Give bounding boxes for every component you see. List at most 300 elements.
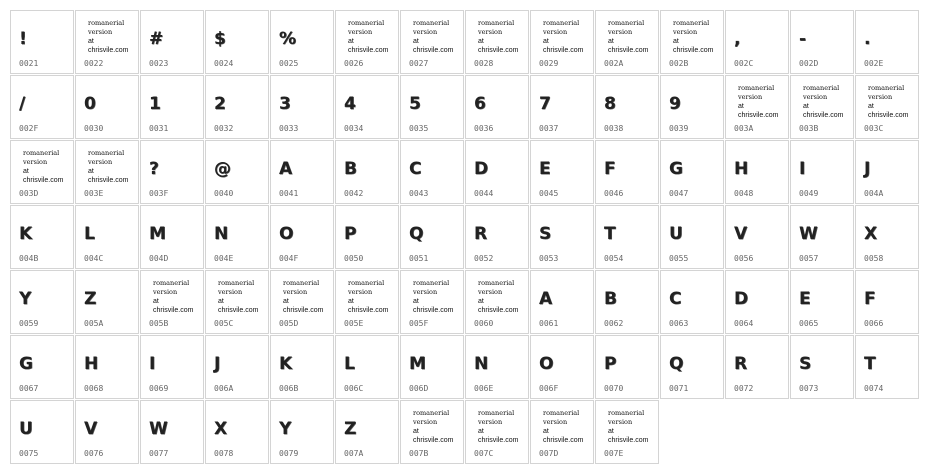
glyph-cell xyxy=(205,140,269,204)
fallback-line2: version xyxy=(413,418,438,426)
glyph-cell xyxy=(660,335,724,399)
glyph-cell xyxy=(855,205,919,269)
glyph-preview: T xyxy=(864,354,876,374)
fallback-line4: chrisvile.com xyxy=(543,47,584,54)
glyph-cell xyxy=(660,75,724,139)
unicode-code-label: 006D xyxy=(409,384,429,393)
fallback-line1: romanerial xyxy=(153,279,190,287)
unicode-code-label: 0040 xyxy=(214,189,234,198)
unicode-code-label: 0073 xyxy=(799,384,819,393)
unicode-code-label: 007E xyxy=(604,449,624,458)
unicode-code-label: 0059 xyxy=(19,319,39,328)
unicode-code-label: 003B xyxy=(799,124,819,133)
unicode-code-label: 0058 xyxy=(864,254,884,263)
glyph-preview: Q xyxy=(669,354,684,374)
unicode-code-label: 0077 xyxy=(149,449,169,458)
unicode-code-label: 0038 xyxy=(604,124,624,133)
fallback-notice xyxy=(478,409,528,445)
fallback-notice xyxy=(478,279,528,315)
unicode-code-label: 0042 xyxy=(344,189,364,198)
glyph-preview: S xyxy=(539,224,552,244)
unicode-code-label: 002C xyxy=(734,59,754,68)
glyph-cell xyxy=(75,75,139,139)
fallback-line1: romanerial xyxy=(478,279,515,287)
fallback-notice xyxy=(608,19,658,55)
glyph-preview: 8 xyxy=(604,94,616,114)
unicode-code-label: 003D xyxy=(19,189,39,198)
glyph-preview: L xyxy=(84,224,95,244)
glyph-preview: C xyxy=(409,159,422,179)
fallback-line1: romanerial xyxy=(543,19,580,27)
unicode-code-label: 006F xyxy=(539,384,559,393)
unicode-code-label: 005D xyxy=(279,319,299,328)
glyph-cell xyxy=(790,270,854,334)
unicode-code-label: 004C xyxy=(84,254,104,263)
fallback-line2: version xyxy=(608,418,633,426)
unicode-code-label: 0065 xyxy=(799,319,819,328)
unicode-code-label: 0021 xyxy=(19,59,39,68)
glyph-cell xyxy=(595,75,659,139)
unicode-code-label: 0066 xyxy=(864,319,884,328)
glyph-cell xyxy=(270,270,334,334)
fallback-line3: at xyxy=(543,38,549,45)
glyph-preview: N xyxy=(474,354,489,374)
glyph-cell xyxy=(595,400,659,464)
fallback-line3: at xyxy=(738,103,744,110)
glyph-preview: H xyxy=(734,159,749,179)
fallback-notice xyxy=(738,84,788,120)
glyph-preview: H xyxy=(84,354,99,374)
glyph-preview: 1 xyxy=(149,94,161,114)
unicode-code-label: 002B xyxy=(669,59,689,68)
glyph-preview: V xyxy=(734,224,748,244)
glyph-cell xyxy=(335,205,399,269)
glyph-cell xyxy=(790,205,854,269)
glyph-preview: / xyxy=(19,94,26,114)
glyph-preview: - xyxy=(799,29,807,49)
unicode-code-label: 0078 xyxy=(214,449,234,458)
unicode-code-label: 0043 xyxy=(409,189,429,198)
fallback-line1: romanerial xyxy=(673,19,710,27)
glyph-cell xyxy=(465,270,529,334)
unicode-code-label: 0053 xyxy=(539,254,559,263)
glyph-cell xyxy=(595,335,659,399)
fallback-line3: at xyxy=(413,38,419,45)
unicode-code-label: 0025 xyxy=(279,59,299,68)
fallback-line1: romanerial xyxy=(608,19,645,27)
unicode-code-label: 0036 xyxy=(474,124,494,133)
fallback-line1: romanerial xyxy=(868,84,905,92)
unicode-code-label: 002F xyxy=(19,124,39,133)
glyph-preview: 4 xyxy=(344,94,356,114)
fallback-line1: romanerial xyxy=(218,279,255,287)
glyph-cell xyxy=(270,335,334,399)
glyph-cell xyxy=(530,140,594,204)
fallback-line1: romanerial xyxy=(348,279,385,287)
fallback-line4: chrisvile.com xyxy=(88,177,129,184)
unicode-code-label: 0028 xyxy=(474,59,494,68)
glyph-cell xyxy=(140,75,204,139)
unicode-code-label: 0024 xyxy=(214,59,234,68)
glyph-preview: U xyxy=(19,419,33,439)
fallback-line3: at xyxy=(868,103,874,110)
glyph-cell xyxy=(465,400,529,464)
glyph-cell xyxy=(335,400,399,464)
fallback-line3: at xyxy=(608,38,614,45)
fallback-notice xyxy=(543,19,593,55)
fallback-line3: at xyxy=(88,38,94,45)
unicode-code-label: 0069 xyxy=(149,384,169,393)
glyph-cell xyxy=(205,10,269,74)
glyph-cell xyxy=(140,140,204,204)
fallback-line1: romanerial xyxy=(478,19,515,27)
fallback-notice xyxy=(673,19,723,55)
fallback-line4: chrisvile.com xyxy=(413,307,454,314)
fallback-line1: romanerial xyxy=(478,409,515,417)
unicode-code-label: 004A xyxy=(864,189,884,198)
glyph-cell xyxy=(595,140,659,204)
unicode-code-label: 0048 xyxy=(734,189,754,198)
unicode-code-label: 003C xyxy=(864,124,884,133)
glyph-cell xyxy=(465,205,529,269)
unicode-code-label: 0022 xyxy=(84,59,104,68)
unicode-code-label: 0023 xyxy=(149,59,169,68)
fallback-line3: at xyxy=(478,428,484,435)
glyph-preview: S xyxy=(799,354,812,374)
fallback-line4: chrisvile.com xyxy=(153,307,194,314)
unicode-code-label: 0062 xyxy=(604,319,624,328)
fallback-line2: version xyxy=(543,28,568,36)
glyph-cell xyxy=(790,140,854,204)
fallback-line4: chrisvile.com xyxy=(218,307,259,314)
fallback-line1: romanerial xyxy=(348,19,385,27)
glyph-cell xyxy=(855,140,919,204)
fallback-line2: version xyxy=(478,418,503,426)
glyph-cell xyxy=(140,205,204,269)
glyph-preview: M xyxy=(409,354,426,374)
unicode-code-label: 0068 xyxy=(84,384,104,393)
unicode-code-label: 0071 xyxy=(669,384,689,393)
unicode-code-label: 002D xyxy=(799,59,819,68)
fallback-line3: at xyxy=(543,428,549,435)
unicode-code-label: 006B xyxy=(279,384,299,393)
glyph-preview: 9 xyxy=(669,94,681,114)
glyph-preview: M xyxy=(149,224,166,244)
glyph-preview: R xyxy=(734,354,748,374)
unicode-code-label: 005F xyxy=(409,319,429,328)
fallback-line1: romanerial xyxy=(283,279,320,287)
unicode-code-label: 002E xyxy=(864,59,884,68)
fallback-line3: at xyxy=(88,168,94,175)
glyph-cell xyxy=(465,335,529,399)
unicode-code-label: 0049 xyxy=(799,189,819,198)
glyph-preview: A xyxy=(539,289,553,309)
unicode-code-label: 0029 xyxy=(539,59,559,68)
fallback-line2: version xyxy=(348,288,373,296)
glyph-preview: 5 xyxy=(409,94,421,114)
fallback-line2: version xyxy=(348,28,373,36)
glyph-preview: J xyxy=(214,354,221,374)
unicode-code-label: 0045 xyxy=(539,189,559,198)
unicode-code-label: 0070 xyxy=(604,384,624,393)
glyph-preview: P xyxy=(604,354,617,374)
fallback-line1: romanerial xyxy=(738,84,775,92)
glyph-cell xyxy=(140,10,204,74)
unicode-code-label: 0075 xyxy=(19,449,39,458)
glyph-cell xyxy=(660,10,724,74)
unicode-code-label: 0064 xyxy=(734,319,754,328)
glyph-cell xyxy=(855,335,919,399)
glyph-cell xyxy=(400,400,464,464)
fallback-line2: version xyxy=(478,28,503,36)
fallback-line3: at xyxy=(348,38,354,45)
fallback-line4: chrisvile.com xyxy=(478,307,519,314)
unicode-code-label: 003F xyxy=(149,189,169,198)
glyph-cell xyxy=(335,75,399,139)
fallback-line2: version xyxy=(738,93,763,101)
unicode-code-label: 007A xyxy=(344,449,364,458)
fallback-notice xyxy=(868,84,918,120)
fallback-line3: at xyxy=(153,298,159,305)
glyph-cell xyxy=(10,10,74,74)
glyph-cell xyxy=(660,140,724,204)
glyph-preview: 3 xyxy=(279,94,291,114)
glyph-cell xyxy=(530,75,594,139)
glyph-preview: C xyxy=(669,289,682,309)
unicode-code-label: 0056 xyxy=(734,254,754,263)
unicode-code-label: 007C xyxy=(474,449,494,458)
unicode-code-label: 002A xyxy=(604,59,624,68)
fallback-notice xyxy=(413,19,463,55)
unicode-code-label: 006E xyxy=(474,384,494,393)
glyph-preview: ! xyxy=(19,29,27,49)
fallback-line2: version xyxy=(478,288,503,296)
glyph-cell xyxy=(10,140,74,204)
glyph-preview: X xyxy=(864,224,878,244)
glyph-cell xyxy=(725,270,789,334)
glyph-cell xyxy=(270,10,334,74)
glyph-preview: X xyxy=(214,419,228,439)
glyph-preview: D xyxy=(734,289,749,309)
fallback-line1: romanerial xyxy=(413,279,450,287)
unicode-code-label: 004E xyxy=(214,254,234,263)
glyph-cell xyxy=(790,10,854,74)
fallback-line2: version xyxy=(153,288,178,296)
glyph-preview: L xyxy=(344,354,355,374)
glyph-cell xyxy=(205,75,269,139)
unicode-code-label: 0033 xyxy=(279,124,299,133)
fallback-line3: at xyxy=(673,38,679,45)
unicode-code-label: 0039 xyxy=(669,124,689,133)
glyph-cell xyxy=(270,75,334,139)
fallback-line2: version xyxy=(413,28,438,36)
fallback-line4: chrisvile.com xyxy=(23,177,64,184)
unicode-code-label: 0051 xyxy=(409,254,429,263)
unicode-code-label: 0037 xyxy=(539,124,559,133)
glyph-cell xyxy=(140,400,204,464)
fallback-line4: chrisvile.com xyxy=(478,47,519,54)
glyph-cell xyxy=(205,335,269,399)
unicode-code-label: 003A xyxy=(734,124,754,133)
unicode-code-label: 0041 xyxy=(279,189,299,198)
fallback-line2: version xyxy=(88,158,113,166)
glyph-cell xyxy=(75,140,139,204)
glyph-preview: P xyxy=(344,224,357,244)
unicode-code-label: 006A xyxy=(214,384,234,393)
fallback-line1: romanerial xyxy=(543,409,580,417)
glyph-cell xyxy=(205,270,269,334)
unicode-code-label: 007B xyxy=(409,449,429,458)
unicode-code-label: 005C xyxy=(214,319,234,328)
unicode-code-label: 0027 xyxy=(409,59,429,68)
fallback-line3: at xyxy=(283,298,289,305)
glyph-cell xyxy=(465,75,529,139)
glyph-cell xyxy=(400,335,464,399)
glyph-preview: . xyxy=(864,29,871,49)
fallback-line2: version xyxy=(868,93,893,101)
fallback-line4: chrisvile.com xyxy=(673,47,714,54)
glyph-preview: T xyxy=(604,224,616,244)
glyph-cell xyxy=(75,10,139,74)
glyph-preview: U xyxy=(669,224,683,244)
fallback-line1: romanerial xyxy=(88,149,125,157)
fallback-line4: chrisvile.com xyxy=(868,112,909,119)
fallback-line2: version xyxy=(283,288,308,296)
fallback-line3: at xyxy=(218,298,224,305)
glyph-cell xyxy=(530,400,594,464)
glyph-cell xyxy=(335,10,399,74)
glyph-cell xyxy=(205,205,269,269)
glyph-preview: Q xyxy=(409,224,424,244)
unicode-code-label: 0046 xyxy=(604,189,624,198)
glyph-cell xyxy=(725,140,789,204)
glyph-preview: % xyxy=(279,29,297,49)
glyph-cell xyxy=(595,205,659,269)
fallback-notice xyxy=(543,409,593,445)
glyph-cell xyxy=(10,270,74,334)
fallback-line4: chrisvile.com xyxy=(608,47,649,54)
glyph-cell xyxy=(855,10,919,74)
unicode-code-label: 0052 xyxy=(474,254,494,263)
fallback-line2: version xyxy=(673,28,698,36)
fallback-line2: version xyxy=(413,288,438,296)
unicode-code-label: 0054 xyxy=(604,254,624,263)
glyph-preview: 6 xyxy=(474,94,486,114)
glyph-preview: I xyxy=(149,354,156,374)
glyph-cell xyxy=(595,270,659,334)
unicode-code-label: 0031 xyxy=(149,124,169,133)
fallback-notice xyxy=(803,84,853,120)
fallback-notice xyxy=(218,279,268,315)
unicode-code-label: 003E xyxy=(84,189,104,198)
glyph-cell xyxy=(75,400,139,464)
fallback-line1: romanerial xyxy=(88,19,125,27)
glyph-preview: V xyxy=(84,419,98,439)
unicode-code-label: 0050 xyxy=(344,254,364,263)
unicode-code-label: 0047 xyxy=(669,189,689,198)
glyph-cell xyxy=(790,75,854,139)
glyph-cell xyxy=(530,205,594,269)
fallback-line2: version xyxy=(88,28,113,36)
fallback-line4: chrisvile.com xyxy=(608,437,649,444)
fallback-line3: at xyxy=(413,298,419,305)
glyph-cell xyxy=(400,75,464,139)
glyph-cell xyxy=(10,205,74,269)
unicode-code-label: 004D xyxy=(149,254,169,263)
fallback-notice xyxy=(413,279,463,315)
fallback-notice xyxy=(88,19,138,55)
glyph-preview: , xyxy=(734,29,741,49)
unicode-code-label: 005A xyxy=(84,319,104,328)
glyph-cell xyxy=(270,140,334,204)
unicode-code-label: 0076 xyxy=(84,449,104,458)
glyph-cell xyxy=(140,335,204,399)
glyph-cell xyxy=(10,335,74,399)
glyph-cell xyxy=(205,400,269,464)
fallback-line1: romanerial xyxy=(608,409,645,417)
glyph-cell xyxy=(660,270,724,334)
fallback-line4: chrisvile.com xyxy=(348,307,389,314)
fallback-line4: chrisvile.com xyxy=(738,112,779,119)
fallback-notice xyxy=(153,279,203,315)
unicode-code-label: 005B xyxy=(149,319,169,328)
glyph-cell xyxy=(530,270,594,334)
glyph-preview: F xyxy=(864,289,876,309)
glyph-preview: ? xyxy=(149,159,159,179)
fallback-line2: version xyxy=(543,418,568,426)
unicode-code-label: 0067 xyxy=(19,384,39,393)
glyph-preview: N xyxy=(214,224,229,244)
unicode-code-label: 005E xyxy=(344,319,364,328)
fallback-line3: at xyxy=(348,298,354,305)
unicode-code-label: 0034 xyxy=(344,124,364,133)
fallback-line4: chrisvile.com xyxy=(478,437,519,444)
glyph-cell xyxy=(75,270,139,334)
glyph-cell xyxy=(10,75,74,139)
fallback-notice xyxy=(478,19,528,55)
glyph-cell xyxy=(270,400,334,464)
glyph-preview: I xyxy=(799,159,806,179)
glyph-preview: # xyxy=(149,29,164,49)
glyph-preview: E xyxy=(539,159,551,179)
glyph-cell xyxy=(790,335,854,399)
fallback-notice xyxy=(348,19,398,55)
unicode-code-label: 0026 xyxy=(344,59,364,68)
glyph-preview: Y xyxy=(279,419,292,439)
unicode-code-label: 0057 xyxy=(799,254,819,263)
unicode-code-label: 0030 xyxy=(84,124,104,133)
glyph-cell xyxy=(335,270,399,334)
glyph-cell xyxy=(335,335,399,399)
unicode-code-label: 0079 xyxy=(279,449,299,458)
glyph-preview: 0 xyxy=(84,94,96,114)
glyph-cell xyxy=(725,75,789,139)
glyph-cell xyxy=(75,205,139,269)
fallback-line1: romanerial xyxy=(413,409,450,417)
glyph-preview: E xyxy=(799,289,811,309)
fallback-line4: chrisvile.com xyxy=(413,47,454,54)
unicode-code-label: 0060 xyxy=(474,319,494,328)
glyph-preview: J xyxy=(864,159,871,179)
glyph-preview: O xyxy=(279,224,294,244)
unicode-code-label: 007D xyxy=(539,449,559,458)
glyph-preview: B xyxy=(604,289,617,309)
glyph-cell xyxy=(855,75,919,139)
unicode-code-label: 0072 xyxy=(734,384,754,393)
glyph-cell xyxy=(465,140,529,204)
glyph-cell xyxy=(530,10,594,74)
glyph-preview: F xyxy=(604,159,616,179)
